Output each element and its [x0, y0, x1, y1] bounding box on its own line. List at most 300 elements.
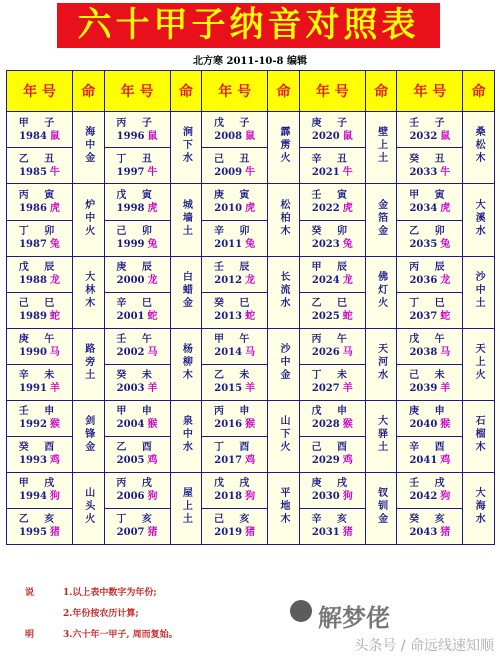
year-number: 2019 — [214, 527, 243, 539]
year-number: 2038 — [409, 347, 438, 359]
nayin-text: 霹雳火 — [277, 126, 289, 166]
ganzhi: 癸 未 — [116, 370, 158, 382]
year-cell — [397, 292, 463, 328]
nayin-text: 沙中金 — [277, 342, 289, 382]
ganzhi: 癸 丑 — [409, 153, 451, 165]
ganzhi: 辛 未 — [18, 370, 61, 382]
year-number: 1999 — [116, 239, 145, 251]
nayin-cell — [170, 472, 202, 544]
ganzhi: 癸 亥 — [409, 514, 451, 526]
nayin-cell — [268, 328, 300, 400]
year-number: 1985 — [19, 166, 47, 178]
year-cell — [299, 328, 365, 364]
year-number: 1995 — [19, 527, 47, 539]
nayin-cell — [73, 256, 105, 328]
nayin-text: 大驿土 — [375, 414, 387, 454]
year-number: 2001 — [116, 311, 145, 323]
nayin-text: 海中金 — [82, 126, 94, 166]
ganzhi: 己 巳 — [18, 298, 61, 310]
year-cell — [104, 328, 170, 364]
nayin-table — [6, 70, 495, 545]
year-number: 1997 — [116, 166, 145, 178]
nayin-text: 杨柳木 — [180, 342, 192, 382]
year-cell — [104, 256, 170, 292]
year-cell — [104, 364, 170, 400]
nayin-text: 佛灯火 — [375, 270, 387, 310]
year-number: 2026 — [311, 347, 340, 359]
year-cell — [299, 508, 365, 544]
ganzhi: 乙 亥 — [18, 514, 61, 526]
ganzhi: 壬 午 — [116, 334, 158, 346]
header-cell: 年 号 — [7, 71, 73, 112]
year-number: 2039 — [409, 383, 438, 395]
zodiac-animal: 狗 — [245, 491, 256, 503]
year-number: 2009 — [214, 166, 243, 178]
ganzhi: 庚 午 — [18, 334, 61, 346]
year-cell — [7, 508, 73, 544]
year-cell — [397, 184, 463, 220]
zodiac-animal: 狗 — [440, 491, 451, 503]
header-cell: 命 — [268, 71, 300, 112]
zodiac-animal: 猪 — [342, 527, 353, 539]
nayin-text: 大溪水 — [473, 198, 485, 238]
nayin-text: 路旁土 — [82, 342, 94, 382]
ganzhi: 乙 巳 — [311, 298, 354, 310]
ganzhi: 癸 卯 — [311, 226, 354, 238]
table-row — [7, 472, 495, 508]
year-number: 2037 — [409, 311, 438, 323]
zodiac-animal: 龙 — [342, 275, 353, 287]
year-number: 1998 — [116, 203, 145, 214]
year-cell — [202, 112, 268, 148]
ganzhi: 丙 子 — [116, 117, 158, 129]
year-cell — [7, 328, 73, 364]
nayin-text: 屋上土 — [180, 486, 192, 526]
zodiac-animal: 牛 — [245, 166, 256, 178]
nayin-cell — [268, 472, 300, 544]
ganzhi: 庚 子 — [311, 117, 354, 129]
year-number: 2040 — [409, 419, 438, 431]
ganzhi: 丙 申 — [213, 406, 256, 418]
ganzhi: 丙 寅 — [18, 190, 61, 201]
zodiac-animal: 兔 — [342, 239, 353, 251]
year-cell — [7, 436, 73, 472]
table-row — [7, 400, 495, 436]
nayin-cell — [463, 400, 495, 472]
table-row — [7, 184, 495, 220]
ganzhi: 壬 子 — [409, 117, 451, 129]
year-cell — [397, 436, 463, 472]
nayin-cell — [73, 400, 105, 472]
nayin-text: 白蜡金 — [180, 270, 192, 310]
year-number: 2027 — [311, 383, 340, 395]
year-number: 2007 — [116, 527, 145, 539]
nayin-cell — [365, 184, 397, 256]
year-cell — [299, 112, 365, 148]
ganzhi: 乙 丑 — [18, 153, 61, 165]
zodiac-animal: 蛇 — [440, 311, 451, 323]
ganzhi: 辛 巳 — [116, 298, 158, 310]
nayin-text: 山下火 — [277, 414, 289, 454]
year-cell — [104, 472, 170, 508]
nayin-text: 石榴木 — [473, 414, 485, 454]
zodiac-animal: 蛇 — [342, 311, 353, 323]
nayin-text: 大海水 — [473, 486, 485, 526]
nayin-text: 天上火 — [473, 342, 485, 382]
ganzhi: 丁 亥 — [116, 514, 158, 526]
year-cell — [7, 292, 73, 328]
table-row — [7, 328, 495, 364]
year-cell — [397, 472, 463, 508]
year-number: 2030 — [311, 491, 340, 503]
year-number: 2034 — [409, 203, 438, 214]
nayin-cell — [170, 400, 202, 472]
zodiac-animal: 鸡 — [245, 455, 256, 467]
nayin-cell — [73, 112, 105, 184]
ganzhi: 庚 寅 — [213, 190, 256, 201]
year-number: 1994 — [19, 491, 47, 503]
zodiac-animal: 猴 — [440, 419, 451, 431]
table-row — [7, 256, 495, 292]
zodiac-animal: 蛇 — [245, 311, 256, 323]
ganzhi: 癸 巳 — [213, 298, 256, 310]
zodiac-animal: 鼠 — [49, 130, 60, 142]
year-cell — [7, 364, 73, 400]
nayin-cell — [73, 184, 105, 256]
year-cell — [299, 436, 365, 472]
year-number: 1990 — [19, 347, 47, 359]
zodiac-animal: 狗 — [147, 491, 158, 503]
year-number: 1984 — [19, 130, 47, 142]
ganzhi: 壬 申 — [18, 406, 61, 418]
year-number: 2013 — [214, 311, 243, 323]
year-cell — [202, 400, 268, 436]
nayin-cell — [73, 472, 105, 544]
nayin-text: 泉中水 — [180, 414, 192, 454]
zodiac-animal: 兔 — [147, 239, 158, 251]
year-cell — [299, 184, 365, 220]
ganzhi: 己 亥 — [213, 514, 256, 526]
nayin-text: 城墙土 — [180, 198, 192, 238]
year-number: 2035 — [409, 239, 438, 251]
year-cell — [7, 148, 73, 184]
nayin-text: 长流水 — [277, 270, 289, 310]
subtitle: 北方寒 2011-10-8 编辑 — [193, 56, 307, 67]
year-number: 1992 — [19, 419, 47, 431]
nayin-cell — [268, 184, 300, 256]
year-number: 2021 — [311, 166, 340, 178]
page-title: 六十甲子纳音对照表 — [57, 3, 440, 48]
zodiac-animal: 鼠 — [440, 130, 451, 142]
ganzhi: 辛 丑 — [311, 153, 354, 165]
ganzhi: 庚 申 — [409, 406, 451, 418]
year-number: 2008 — [214, 130, 243, 142]
year-cell — [104, 220, 170, 256]
zodiac-animal: 兔 — [245, 239, 256, 251]
watermark-logo-icon — [290, 600, 312, 622]
ganzhi: 丁 卯 — [18, 226, 61, 238]
zodiac-animal: 猪 — [49, 527, 60, 539]
year-number: 2020 — [311, 130, 340, 142]
ganzhi: 戊 戌 — [213, 478, 256, 490]
year-cell — [7, 112, 73, 148]
ganzhi: 己 未 — [409, 370, 451, 382]
ganzhi: 戊 辰 — [18, 262, 61, 274]
watermark-brand: 解梦佬 — [318, 604, 390, 632]
zodiac-animal: 虎 — [245, 203, 256, 214]
note-line-2: 2.年份按农历计算; — [63, 609, 139, 619]
nayin-text: 金箔金 — [375, 198, 387, 238]
ganzhi: 戊 寅 — [116, 190, 158, 201]
nayin-cell — [365, 256, 397, 328]
year-number: 2006 — [116, 491, 145, 503]
nayin-text: 壁上土 — [375, 126, 387, 166]
zodiac-animal: 龙 — [147, 275, 158, 287]
ganzhi: 甲 戌 — [18, 478, 61, 490]
year-cell — [299, 256, 365, 292]
zodiac-animal: 鼠 — [342, 130, 353, 142]
header-cell: 命 — [73, 71, 105, 112]
header-cell: 命 — [463, 71, 495, 112]
zodiac-animal: 蛇 — [147, 311, 158, 323]
zodiac-animal: 龙 — [245, 275, 256, 287]
nayin-cell — [463, 472, 495, 544]
ganzhi: 戊 申 — [311, 406, 354, 418]
year-number: 2012 — [214, 275, 243, 287]
year-cell — [202, 220, 268, 256]
year-cell — [397, 508, 463, 544]
zodiac-animal: 羊 — [147, 383, 158, 395]
nayin-cell — [365, 112, 397, 184]
nayin-text: 沙中土 — [473, 270, 485, 310]
year-number: 1996 — [116, 130, 145, 142]
ganzhi: 己 卯 — [116, 226, 158, 238]
year-number: 2014 — [214, 347, 243, 359]
zodiac-animal: 羊 — [440, 383, 451, 395]
nayin-text: 山头火 — [82, 486, 94, 526]
year-number: 2005 — [116, 455, 145, 467]
ganzhi: 甲 午 — [213, 334, 256, 346]
ganzhi: 己 酉 — [311, 442, 354, 454]
nayin-cell — [463, 184, 495, 256]
year-cell — [202, 148, 268, 184]
year-number: 2015 — [214, 383, 243, 395]
zodiac-animal: 狗 — [342, 491, 353, 503]
zodiac-animal: 鸡 — [440, 455, 451, 467]
year-cell — [202, 256, 268, 292]
year-cell — [397, 364, 463, 400]
year-cell — [104, 148, 170, 184]
zodiac-animal: 猪 — [147, 527, 158, 539]
ganzhi: 辛 酉 — [409, 442, 451, 454]
year-cell — [7, 220, 73, 256]
header-cell: 年 号 — [397, 71, 463, 112]
ganzhi: 乙 卯 — [409, 226, 451, 238]
zodiac-animal: 牛 — [342, 166, 353, 178]
year-number: 2011 — [214, 239, 243, 251]
nayin-text: 天河水 — [375, 342, 387, 382]
year-cell — [7, 472, 73, 508]
year-cell — [397, 328, 463, 364]
ganzhi: 甲 寅 — [409, 190, 451, 201]
ganzhi: 壬 辰 — [213, 262, 256, 274]
ganzhi: 甲 辰 — [311, 262, 354, 274]
year-number: 2000 — [116, 275, 145, 287]
zodiac-animal: 马 — [342, 347, 353, 359]
year-cell — [397, 256, 463, 292]
year-cell — [202, 472, 268, 508]
zodiac-animal: 马 — [147, 347, 158, 359]
year-number: 2043 — [409, 527, 438, 539]
year-cell — [7, 400, 73, 436]
year-cell — [397, 148, 463, 184]
ganzhi: 甲 申 — [116, 406, 158, 418]
header-cell: 命 — [170, 71, 202, 112]
zodiac-animal: 兔 — [49, 239, 60, 251]
zodiac-animal: 虎 — [147, 203, 158, 214]
table-row — [7, 112, 495, 148]
ganzhi: 己 丑 — [213, 153, 256, 165]
nayin-cell — [365, 328, 397, 400]
year-cell — [7, 184, 73, 220]
ganzhi: 乙 未 — [213, 370, 256, 382]
nayin-text: 桑松木 — [473, 126, 485, 166]
nayin-cell — [268, 112, 300, 184]
ganzhi: 丁 丑 — [116, 153, 158, 165]
ganzhi: 庚 辰 — [116, 262, 158, 274]
nayin-cell — [365, 472, 397, 544]
ganzhi: 庚 戌 — [311, 478, 354, 490]
nayin-cell — [463, 112, 495, 184]
ganzhi: 辛 卯 — [213, 226, 256, 238]
year-number: 2032 — [409, 130, 438, 142]
notes — [25, 583, 178, 646]
year-cell — [7, 256, 73, 292]
ganzhi: 戊 午 — [409, 334, 451, 346]
zodiac-animal: 猴 — [342, 419, 353, 431]
zodiac-animal: 鼠 — [245, 130, 256, 142]
year-cell — [104, 292, 170, 328]
zodiac-animal: 马 — [49, 347, 60, 359]
year-number: 1991 — [19, 383, 47, 395]
zodiac-animal: 猴 — [147, 419, 158, 431]
header-cell: 年 号 — [104, 71, 170, 112]
year-number: 2028 — [311, 419, 340, 431]
notes-label-1: 说 — [25, 588, 35, 598]
zodiac-animal: 鼠 — [147, 130, 158, 142]
zodiac-animal: 龙 — [49, 275, 60, 287]
year-cell — [104, 436, 170, 472]
zodiac-animal: 牛 — [147, 166, 158, 178]
zodiac-animal: 马 — [245, 347, 256, 359]
year-cell — [104, 508, 170, 544]
year-cell — [104, 400, 170, 436]
header-cell: 命 — [365, 71, 397, 112]
year-number: 2041 — [409, 455, 438, 467]
zodiac-animal: 蛇 — [49, 311, 60, 323]
year-number: 2022 — [311, 203, 340, 214]
year-number: 1988 — [19, 275, 47, 287]
nayin-cell — [170, 184, 202, 256]
note-line-3: 3.六十年一甲子, 周而复始。 — [63, 630, 178, 640]
ganzhi: 丁 巳 — [409, 298, 451, 310]
nayin-cell — [463, 328, 495, 400]
nayin-text: 平地木 — [277, 486, 289, 526]
nayin-cell — [268, 256, 300, 328]
zodiac-animal: 猴 — [245, 419, 256, 431]
year-number: 2036 — [409, 275, 438, 287]
zodiac-animal: 鸡 — [147, 455, 158, 467]
zodiac-animal: 龙 — [440, 275, 451, 287]
nayin-text: 大林木 — [82, 270, 94, 310]
year-number: 1987 — [19, 239, 47, 251]
nayin-cell — [170, 112, 202, 184]
ganzhi: 丙 辰 — [409, 262, 451, 274]
year-cell — [202, 292, 268, 328]
year-number: 2023 — [311, 239, 340, 251]
zodiac-animal: 牛 — [49, 166, 60, 178]
zodiac-animal: 兔 — [440, 239, 451, 251]
year-number: 2033 — [409, 166, 438, 178]
zodiac-animal: 虎 — [342, 203, 353, 214]
year-cell — [202, 184, 268, 220]
year-cell — [202, 364, 268, 400]
zodiac-animal: 牛 — [440, 166, 451, 178]
zodiac-animal: 猪 — [440, 527, 451, 539]
year-number: 2025 — [311, 311, 340, 323]
year-cell — [202, 508, 268, 544]
year-cell — [299, 292, 365, 328]
year-cell — [397, 400, 463, 436]
year-number: 1993 — [19, 455, 47, 467]
year-number: 1986 — [19, 203, 47, 214]
ganzhi: 戊 子 — [213, 117, 256, 129]
zodiac-animal: 狗 — [49, 491, 60, 503]
year-cell — [397, 220, 463, 256]
nayin-cell — [463, 256, 495, 328]
notes-label-2: 明 — [25, 630, 35, 640]
year-number: 2024 — [311, 275, 340, 287]
year-cell — [202, 328, 268, 364]
ganzhi: 丙 戌 — [116, 478, 158, 490]
year-cell — [104, 112, 170, 148]
ganzhi: 壬 戌 — [409, 478, 451, 490]
nayin-text: 炉中火 — [82, 198, 94, 238]
year-number: 2004 — [116, 419, 145, 431]
year-number: 2017 — [214, 455, 243, 467]
zodiac-animal: 马 — [440, 347, 451, 359]
note-line-1: 1.以上表中数字为年份; — [63, 588, 157, 598]
nayin-cell — [365, 400, 397, 472]
year-number: 2010 — [214, 203, 243, 214]
zodiac-animal: 羊 — [49, 383, 60, 395]
watermark-text: 头条号 / 命远线速知顺 — [354, 638, 494, 654]
year-cell — [299, 400, 365, 436]
year-cell — [104, 184, 170, 220]
year-cell — [397, 112, 463, 148]
year-number: 1989 — [19, 311, 47, 323]
header-cell: 年 号 — [299, 71, 365, 112]
year-number: 2002 — [116, 347, 145, 359]
ganzhi: 壬 寅 — [311, 190, 354, 201]
year-number: 2018 — [214, 491, 243, 503]
ganzhi: 丁 酉 — [213, 442, 256, 454]
zodiac-animal: 虎 — [49, 203, 60, 214]
nayin-text: 涧下水 — [180, 126, 192, 166]
zodiac-animal: 鸡 — [49, 455, 60, 467]
year-cell — [299, 148, 365, 184]
nayin-text: 剑锋金 — [82, 414, 94, 454]
